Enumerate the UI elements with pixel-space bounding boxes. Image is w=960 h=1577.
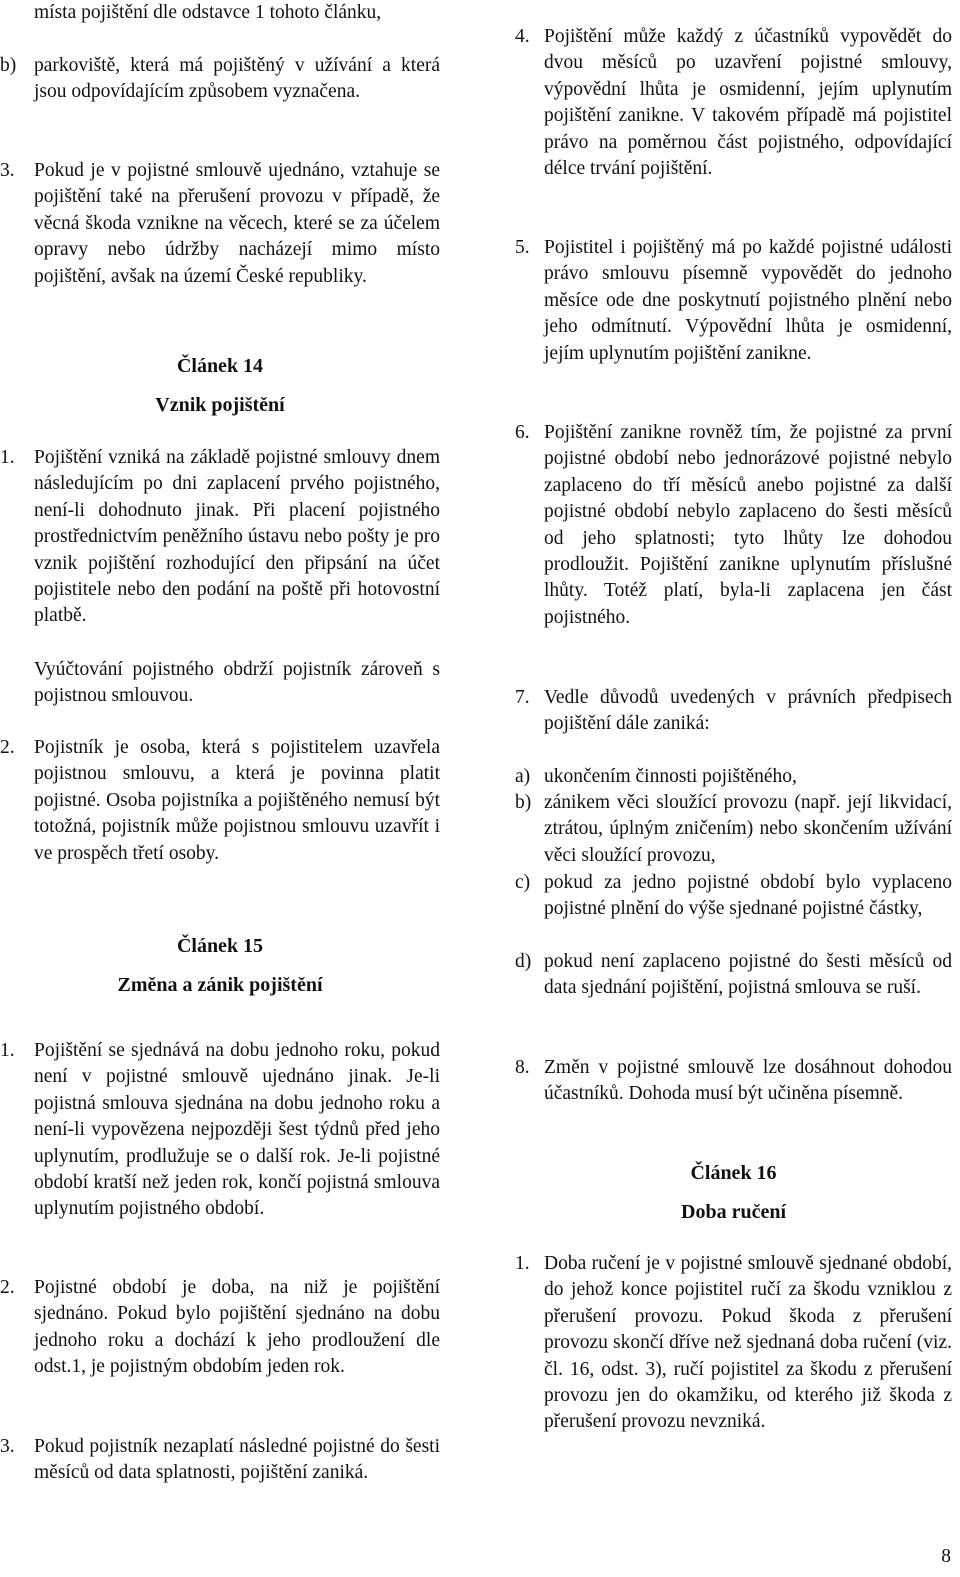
article-15-subtitle: Změna a zánik pojištění: [117, 974, 323, 996]
item-text: pokud není zaplaceno pojistné do šesti měsíců od data sjednání pojištění, pojistná smlouva se ruší.: [544, 951, 952, 999]
paragraph: [0, 158, 440, 290]
paragraph-text: Změn v pojistné smlouvě lze dosáhnout dohodou účastníků. Dohoda musí být učiněna písemně.: [544, 1057, 952, 1105]
paragraph: [515, 420, 952, 631]
item-marker: b): [0, 55, 17, 76]
paragraph: [0, 445, 440, 630]
list-item: [0, 0, 440, 26]
paragraph-text: Pojištění může každý z účastníků vypovědět do dvou měsíců po uzavření pojistné smlouvy, výpovědní lhůta je osmidenní, jejím uplynutím pojištění zanikne. V takovém případě má pojistitel právo na poměrnou část pojistného, odpovídající délce trvání pojištění.: [544, 26, 952, 180]
list-item: [515, 764, 952, 790]
article-14-title: Článek 14: [176, 355, 264, 377]
paragraph: [515, 235, 952, 367]
paragraph-number: 6.: [515, 422, 530, 443]
article-16-subtitle: Doba ručení: [681, 1201, 786, 1223]
item-text: zánikem věci sloužící provozu (např. její likvidací, ztrátou, úplným zničením) nebo skončením užívání věci sloužící provozu,: [544, 792, 952, 866]
item-text: ukončením činnosti pojištěného,: [544, 766, 797, 787]
item-marker: [0, 0, 34, 26]
paragraph-text: Pojištění zanikne rovněž tím, že pojistné za první pojistné období nebo jednorázové pojistné nebylo zaplaceno do tří měsíců anebo pojistné za další pojistné období nebylo zaplaceno do šesti měsíců od jeho splatnosti; tyto lhůty lze dohodou prodloužit. Pojištění zanikne uplynutím příslušné lhůty. Totéž platí, byla-li zaplacena jen část pojistného.: [544, 422, 952, 628]
paragraph-text: Doba ručení je v pojistné smlouvě sjednané období, do jehož konce pojistitel ručí za škodu vzniklou z přerušení provozu. Pokud škoda z přerušení provozu skončí dříve než sjednaná doba ručení (viz. čl. 16, odst. 3), ručí pojistitel za škodu z přerušení provozu jen do okamžiku, od kterého již škoda z přerušení provozu nevzniká.: [544, 1253, 952, 1433]
paragraph-text: Pojistné období je doba, na niž je pojištění sjednáno. Pokud bylo pojištění sjednáno na dobu jednoho roku a dochází k jeho prodloužení dle odst.1, je pojistným obdobím jeden rok.: [34, 1277, 440, 1378]
paragraph-text: Vedle důvodů uvedených v právních předpisech pojištění dále zaniká:: [544, 687, 952, 735]
paragraph-number: 1.: [515, 1253, 530, 1274]
paragraph-text: Pokud je v pojistné smlouvě ujednáno, vztahuje se pojištění také na přerušení provozu v případě, že věcná škoda vznikne na věcech, které se za účelem opravy nebo údržby nacházejí mimo místo pojištění, avšak na území České republiky.: [34, 160, 440, 287]
paragraph-number: 2.: [0, 1277, 15, 1298]
paragraph-number: 7.: [515, 687, 530, 708]
paragraph-text: Pojistitel i pojištěný má po každé pojistné události právo smlouvu písemně vypovědět do jednoho měsíce ode dne poskytnutí pojistného plnění nebo jeho odmítnutí. Výpovědní lhůta je osmidenní, jejím uplynutím pojištění zanikne.: [544, 237, 952, 364]
list-item: [515, 790, 952, 869]
item-marker: a): [515, 766, 531, 787]
item-text: pokud za jedno pojistné období bylo vyplaceno pojistné plnění do výše sjednané pojistné částky,: [544, 872, 952, 920]
article-14-subtitle: Vznik pojištění: [155, 394, 285, 416]
article-15-title: Článek 15: [176, 935, 264, 957]
item-marker: d): [515, 951, 532, 972]
article-16-title: Článek 16: [690, 1162, 777, 1184]
paragraph-text: Pojištění vzniká na základě pojistné smlouvy dnem následujícím po dni zaplacení prvého pojistného, není-li dohodnuto jinak. Při placení pojistného prostřednictvím peněžního ústavu nebo pošty je pro vznik pojištění rozhodující den připsání na účet pojistitele nebo den podání na poště při hotovostní platbě.: [34, 447, 440, 627]
paragraph: [515, 1055, 952, 1108]
list-item: [515, 870, 952, 923]
paragraph: [515, 1251, 952, 1436]
paragraph: [0, 1434, 440, 1487]
page-number: 8: [941, 1546, 951, 1567]
paragraph-number: 8.: [515, 1057, 530, 1078]
paragraph-number: 2.: [0, 737, 15, 758]
paragraph-number: 5.: [515, 237, 530, 258]
paragraph-number: 4.: [515, 26, 530, 47]
paragraph: [515, 24, 952, 182]
paragraph-text: Pokud pojistník nezaplatí následné pojistné do šesti měsíců od data splatnosti, pojištění zaniká.: [34, 1436, 440, 1484]
paragraph-number: 1.: [0, 447, 15, 468]
paragraph: [0, 735, 440, 867]
item-text: místa pojištění dle odstavce 1 tohoto článku,: [34, 2, 382, 23]
item-marker: b): [515, 792, 532, 813]
paragraph-continuation: Vyúčtování pojistného obdrží pojistník zároveň s pojistnou smlouvou.: [34, 659, 440, 707]
paragraph-text: Pojištění se sjednává na dobu jednoho roku, pokud není v pojistné smlouvě ujednáno jinak. Je-li pojistná smlouva sjednána na dobu jednoho roku a není-li vypovězena nejpozději šest týdnů před jeho uplynutím, prodlužuje se o další rok. Je-li pojistné období kratší než jeden rok, končí pojistná smlouva uplynutím pojistného období.: [34, 1040, 440, 1220]
paragraph-number: 3.: [0, 160, 15, 181]
paragraph-number: 1.: [0, 1040, 15, 1061]
paragraph-number: 3.: [0, 1436, 15, 1457]
paragraph: [0, 1275, 440, 1381]
list-item: [0, 53, 440, 106]
paragraph: [0, 1038, 440, 1223]
list-item: [515, 949, 952, 1002]
item-text: parkoviště, která má pojištěný v užívání a která jsou odpovídajícím způsobem vyznačena.: [34, 55, 440, 103]
item-marker: c): [515, 872, 531, 893]
paragraph: [515, 685, 952, 738]
paragraph-text: Pojistník je osoba, která s pojistitelem uzavřela pojistnou smlouvu, a která je povinna platit pojistné. Osoba pojistníka a pojištěného nemusí být totožná, pojistník může pojistnou smlouvu uzavřít i ve prospěch třetí osoby.: [34, 737, 440, 864]
